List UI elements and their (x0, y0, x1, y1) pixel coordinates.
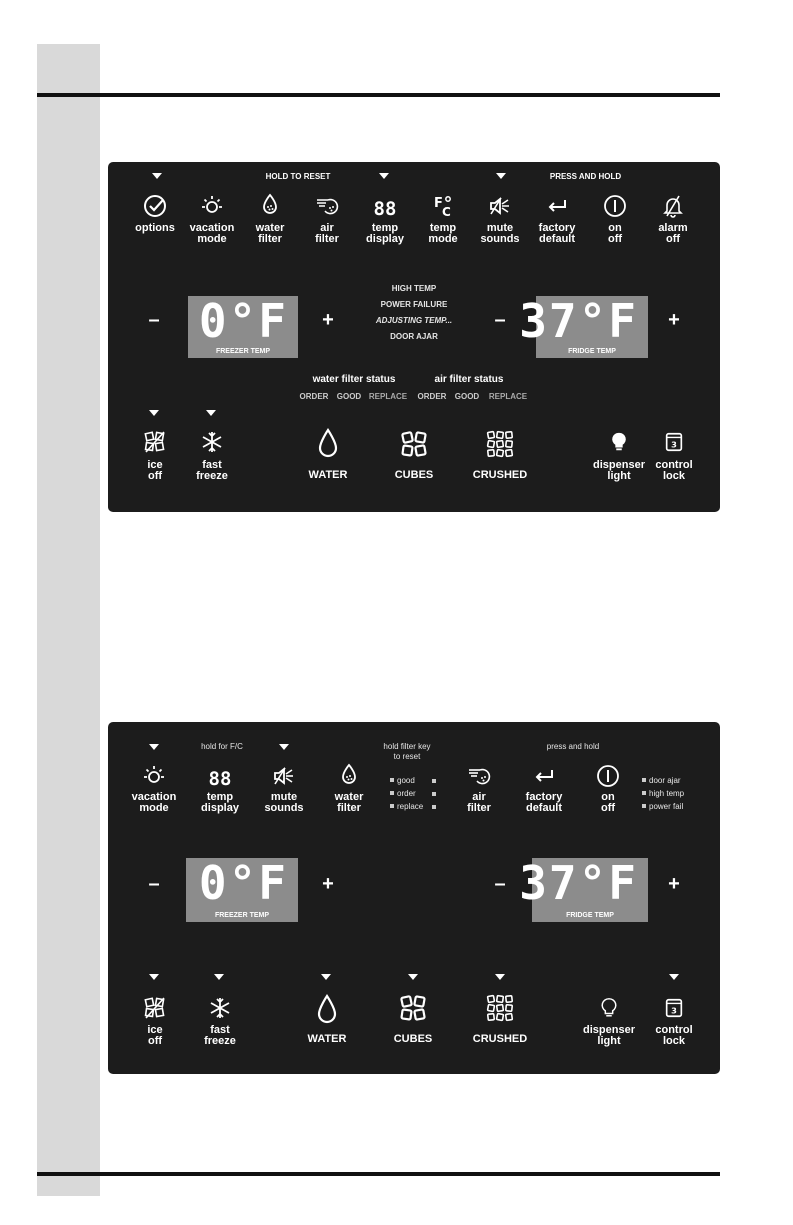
control-lock-button[interactable] (648, 430, 700, 485)
button-label: dispenser (583, 1024, 635, 1036)
button-label: CUBES (393, 1033, 433, 1045)
button-label: factory (538, 222, 576, 234)
button-label: control (655, 459, 693, 471)
freezer-temp-display (186, 858, 298, 922)
indicator-arrow (149, 744, 159, 750)
ice-off-button[interactable] (130, 430, 180, 485)
button-label: air (472, 791, 486, 803)
check-circle-icon (143, 194, 167, 218)
air-filter-order: ORDER (417, 392, 447, 401)
button-label: sounds (264, 802, 304, 814)
button-label: mode (139, 802, 169, 814)
freezer-temp-value: 0°F (198, 856, 288, 910)
button-label: fast (210, 1024, 230, 1036)
indicator-arrow (669, 974, 679, 980)
button-label: mute (270, 791, 298, 803)
fridge-temp-display (519, 294, 648, 358)
button-label: sounds (480, 233, 520, 245)
on-off-button[interactable] (590, 194, 640, 249)
fast-freeze-button[interactable] (186, 430, 238, 485)
fridge-temp-value: 37°F (519, 856, 638, 910)
control-lock-button[interactable] (648, 996, 700, 1051)
status-high-temp: HIGH TEMP (391, 284, 437, 293)
button-label: fast (202, 459, 222, 471)
water-filter-button[interactable] (324, 762, 374, 819)
ice-off-icon (143, 996, 167, 1020)
light-bulb-icon (608, 430, 630, 454)
indicator-arrow (149, 974, 159, 980)
indicator-arrow (379, 173, 389, 179)
button-label: filter (315, 233, 339, 245)
fridge-temp-label: FRIDGE TEMP (566, 912, 614, 919)
button-label: options (135, 222, 175, 234)
alarm-off-button[interactable] (648, 194, 698, 249)
temp-mode-button[interactable] (418, 194, 468, 249)
alert-door-ajar: door ajar (642, 776, 681, 785)
mute-sounds-button[interactable] (259, 764, 309, 819)
button-label: lock (662, 470, 685, 482)
air-filter-replace: REPLACE (488, 392, 528, 401)
air-filter-icon (314, 194, 340, 218)
indicator-arrow (279, 744, 289, 750)
press-and-hold-label: PRESS AND HOLD (549, 172, 622, 181)
hold-for-fc-label: hold for F/C (201, 742, 243, 751)
sun-icon (200, 194, 224, 218)
power-icon (596, 764, 620, 788)
button-label: alarm (658, 222, 688, 234)
air-filter-button[interactable] (302, 194, 352, 249)
water-drop-filter-icon (337, 762, 361, 788)
button-label: on (601, 791, 615, 803)
air-filter-button[interactable] (454, 764, 504, 819)
button-label: CUBES (394, 469, 434, 481)
button-label: off (147, 470, 163, 482)
power-icon (603, 194, 627, 218)
hold-filter-key-label: hold filter key (383, 742, 431, 751)
crushed-button[interactable] (470, 994, 530, 1049)
vacation-mode-button[interactable] (186, 194, 238, 249)
hold-to-reset-label: HOLD TO RESET (265, 172, 331, 181)
crushed-ice-icon (486, 430, 514, 458)
freezer-minus-button[interactable]: – (148, 309, 160, 331)
button-label: off (600, 802, 616, 814)
fridge-plus-button[interactable]: + (668, 873, 680, 895)
button-label: temp (429, 222, 457, 234)
alert-high-temp: high temp (642, 789, 684, 798)
snowflake-icon (200, 430, 224, 454)
crushed-button[interactable] (470, 430, 530, 483)
button-label: display (201, 802, 239, 814)
factory-default-button[interactable] (531, 194, 583, 249)
top-rule (37, 93, 720, 97)
button-label: light (607, 470, 631, 482)
button-label: ice (147, 1024, 163, 1036)
water-button[interactable] (300, 994, 354, 1049)
to-reset-label: to reset (393, 752, 421, 761)
sun-icon (142, 764, 166, 788)
button-label: on (608, 222, 622, 234)
filter-state-good: good (390, 776, 415, 785)
freezer-temp-label: FREEZER TEMP (214, 912, 270, 919)
filter-indicator (432, 779, 436, 783)
indicator-arrow (321, 974, 331, 980)
fridge-plus-button[interactable]: + (668, 309, 680, 331)
bottom-rule (37, 1172, 720, 1176)
control-panel-1 (108, 162, 720, 512)
button-label: off (665, 233, 681, 245)
cubes-icon (400, 430, 428, 458)
cubes-icon (399, 994, 427, 1022)
air-filter-status-label: air filter status (434, 374, 504, 385)
indicator-arrow (495, 974, 505, 980)
water-filter-order: ORDER (299, 392, 329, 401)
water-drop-filter-icon (258, 192, 282, 218)
indicator-arrow (408, 974, 418, 980)
cubes-button[interactable] (388, 430, 440, 483)
indicator-arrow (496, 173, 506, 179)
filter-state-order: order (390, 789, 416, 798)
on-off-button[interactable] (583, 764, 633, 819)
fahrenheit-celsius-icon (431, 194, 455, 218)
status-power-failure: POWER FAILURE (380, 300, 448, 309)
return-arrow-icon (532, 764, 556, 788)
lock-icon (663, 430, 685, 454)
button-label: off (147, 1035, 163, 1047)
water-filter-replace: REPLACE (368, 392, 408, 401)
button-label: factory (525, 791, 563, 803)
fridge-temp-display (519, 856, 648, 922)
alert-power-fail: power fail (642, 802, 683, 811)
speaker-mute-icon (272, 764, 296, 788)
digits-icon (206, 768, 234, 788)
button-label: filter (258, 233, 282, 245)
indicator-arrow (152, 173, 162, 179)
button-label: control (655, 1024, 693, 1036)
air-filter-good: GOOD (454, 392, 480, 401)
filter-state-replace: replace (390, 802, 423, 811)
button-label: vacation (131, 791, 177, 803)
bell-off-icon (661, 194, 685, 218)
button-label: water (255, 222, 285, 234)
vacation-mode-button[interactable] (128, 764, 180, 819)
press-and-hold-label: press and hold (546, 742, 600, 751)
button-label: WATER (307, 1033, 347, 1045)
water-filter-button[interactable] (245, 192, 295, 249)
water-button[interactable] (302, 428, 354, 483)
cubes-button[interactable] (386, 994, 440, 1049)
digits-icon (371, 198, 399, 218)
water-drop-icon (315, 994, 339, 1024)
freezer-temp-value: 0°F (198, 294, 288, 348)
freezer-temp-display (188, 296, 298, 358)
factory-default-button[interactable] (518, 764, 570, 819)
page-side-tab (37, 44, 100, 1196)
indicator-arrow (149, 410, 159, 416)
button-label: temp (206, 791, 234, 803)
button-label: dispenser (593, 459, 645, 471)
fridge-temp-label: FRIDGE TEMP (568, 348, 616, 355)
indicator-arrow (214, 974, 224, 980)
freezer-temp-label: FREEZER TEMP (215, 348, 271, 355)
freezer-minus-button[interactable]: – (148, 873, 160, 895)
ice-off-icon (143, 430, 167, 454)
button-label: freeze (196, 470, 228, 482)
button-label: off (607, 233, 623, 245)
control-panel-2 (108, 722, 720, 1074)
status-door-ajar: DOOR AJAR (390, 332, 438, 341)
freezer-plus-button[interactable]: + (322, 873, 334, 895)
button-label: mode (197, 233, 227, 245)
button-label: WATER (308, 469, 348, 481)
dispenser-light-button[interactable] (578, 996, 640, 1051)
button-label: default (538, 233, 576, 245)
ice-off-button[interactable] (130, 996, 180, 1051)
button-label: mute (486, 222, 514, 234)
button-label: light (597, 1035, 621, 1047)
button-label: filter (337, 802, 361, 814)
light-bulb-icon (598, 996, 620, 1020)
dispenser-light-button[interactable] (588, 430, 650, 485)
lock-icon (663, 996, 685, 1020)
fridge-minus-button[interactable]: – (494, 873, 506, 895)
button-label: filter (467, 802, 491, 814)
filter-indicator (432, 792, 436, 796)
options-button[interactable] (130, 194, 180, 249)
button-label: air (320, 222, 334, 234)
water-filter-status-label: water filter status (312, 374, 396, 385)
button-label: mode (428, 233, 458, 245)
button-label: water (334, 791, 364, 803)
button-label: vacation (189, 222, 235, 234)
button-label: temp (371, 222, 399, 234)
button-label: CRUSHED (472, 1033, 528, 1045)
speaker-mute-icon (488, 194, 512, 218)
button-label: lock (662, 1035, 685, 1047)
temp-display-button[interactable] (360, 196, 410, 249)
button-label: default (525, 802, 563, 814)
snowflake-icon (208, 996, 232, 1020)
fridge-temp-value: 37°F (519, 294, 638, 348)
freezer-plus-button[interactable]: + (322, 309, 334, 331)
button-label: freeze (204, 1035, 236, 1047)
fast-freeze-button[interactable] (194, 996, 246, 1051)
filter-indicator (432, 805, 436, 809)
water-drop-icon (316, 428, 340, 458)
water-filter-good: GOOD (336, 392, 362, 401)
air-filter-icon (466, 764, 492, 788)
status-adjusting-temp: ADJUSTING TEMP... (375, 316, 453, 325)
indicator-arrow (206, 410, 216, 416)
mute-sounds-button[interactable] (475, 194, 525, 249)
return-arrow-icon (545, 194, 569, 218)
button-label: ice (147, 459, 163, 471)
crushed-ice-icon (486, 994, 514, 1022)
fridge-minus-button[interactable]: – (494, 309, 506, 331)
button-label: CRUSHED (472, 469, 528, 481)
temp-display-button[interactable] (195, 766, 245, 819)
button-label: display (366, 233, 404, 245)
